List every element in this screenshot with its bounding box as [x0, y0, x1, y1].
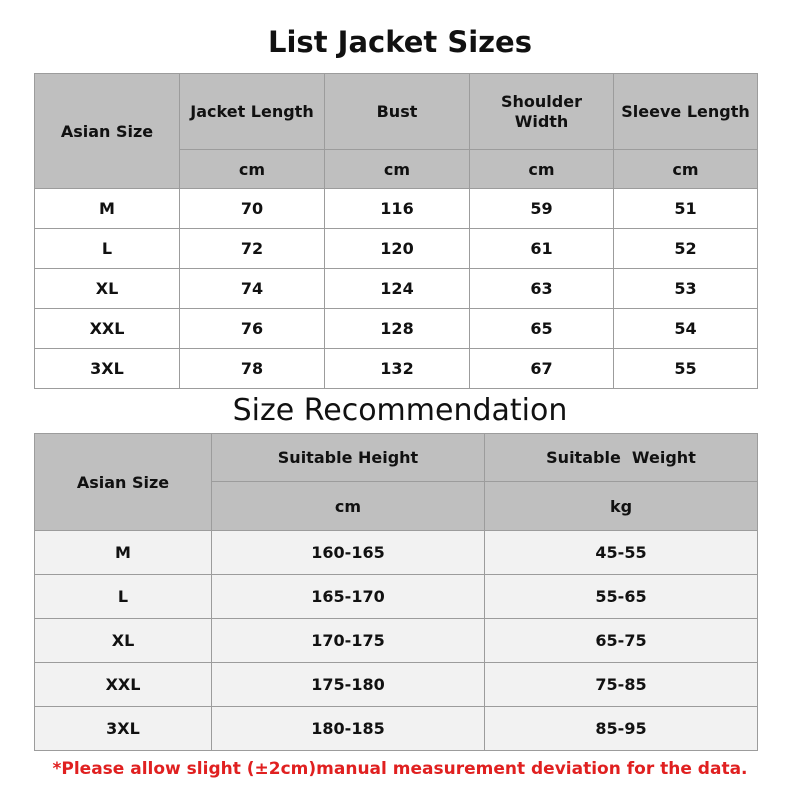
- weight-cell: 55-65: [485, 575, 758, 619]
- jacket-sizes-title: List Jacket Sizes: [268, 25, 532, 59]
- sleeve-length-cell: 51: [614, 189, 758, 229]
- bust-cell: 120: [325, 229, 470, 269]
- shoulder-width-cell: 67: [470, 349, 614, 389]
- suitable-height-header: Suitable Height: [212, 434, 485, 482]
- table-row: [35, 531, 758, 575]
- unit-cell: cm: [180, 150, 325, 189]
- size-recommendation-table: [34, 433, 758, 751]
- table-row: [35, 189, 758, 229]
- size-cell: 3XL: [35, 707, 212, 751]
- height-cell: 180-185: [212, 707, 485, 751]
- sleeve-length-cell: 53: [614, 269, 758, 309]
- shoulder-width-cell: 61: [470, 229, 614, 269]
- size-cell: XXL: [35, 663, 212, 707]
- unit-cell: cm: [470, 150, 614, 189]
- weight-cell: 85-95: [485, 707, 758, 751]
- size-cell: XL: [35, 619, 212, 663]
- jacket-length-cell: 72: [180, 229, 325, 269]
- unit-cell: cm: [212, 482, 485, 531]
- table-row: [35, 707, 758, 751]
- shoulder-width-label: Shoulder Width: [501, 91, 582, 131]
- unit-cell: cm: [614, 150, 758, 189]
- size-cell: M: [35, 531, 212, 575]
- weight-cell: 75-85: [485, 663, 758, 707]
- shoulder-width-cell: 63: [470, 269, 614, 309]
- suitable-weight-header: Suitable Weight: [485, 434, 758, 482]
- table-row: [35, 619, 758, 663]
- table-row: [35, 575, 758, 619]
- table-row: [35, 349, 758, 389]
- size-cell: XXL: [35, 309, 180, 349]
- height-cell: 160-165: [212, 531, 485, 575]
- measurement-deviation-note: *Please allow slight (±2cm)manual measurement deviation for the data.: [52, 759, 748, 779]
- sleeve-length-header: Sleeve Length: [614, 74, 758, 150]
- weight-cell: 65-75: [485, 619, 758, 663]
- bust-header: Bust: [325, 74, 470, 150]
- height-cell: 165-170: [212, 575, 485, 619]
- bust-cell: 132: [325, 349, 470, 389]
- jacket-length-cell: 76: [180, 309, 325, 349]
- size-cell: 3XL: [35, 349, 180, 389]
- shoulder-width-cell: 65: [470, 309, 614, 349]
- table-row: [35, 229, 758, 269]
- jacket-length-cell: 78: [180, 349, 325, 389]
- unit-cell: kg: [485, 482, 758, 531]
- table-header-row: [35, 74, 758, 150]
- bust-cell: 124: [325, 269, 470, 309]
- size-cell: L: [35, 229, 180, 269]
- jacket-size-table: [34, 73, 758, 389]
- table-header-row: [35, 434, 758, 482]
- sleeve-length-cell: 54: [614, 309, 758, 349]
- table-row: [35, 309, 758, 349]
- shoulder-width-cell: 59: [470, 189, 614, 229]
- asian-size-header: Asian Size: [35, 74, 180, 189]
- weight-cell: 45-55: [485, 531, 758, 575]
- size-cell: L: [35, 575, 212, 619]
- jacket-length-cell: 74: [180, 269, 325, 309]
- unit-cell: cm: [325, 150, 470, 189]
- size-cell: XL: [35, 269, 180, 309]
- sleeve-length-cell: 52: [614, 229, 758, 269]
- asian-size-header: Asian Size: [35, 434, 212, 531]
- jacket-length-cell: 70: [180, 189, 325, 229]
- height-cell: 175-180: [212, 663, 485, 707]
- size-cell: M: [35, 189, 180, 229]
- bust-cell: 128: [325, 309, 470, 349]
- height-cell: 170-175: [212, 619, 485, 663]
- bust-cell: 116: [325, 189, 470, 229]
- table-row: [35, 269, 758, 309]
- table-row: [35, 663, 758, 707]
- size-recommendation-title: Size Recommendation: [232, 393, 568, 428]
- shoulder-width-header: [470, 74, 614, 150]
- jacket-length-header: Jacket Length: [180, 74, 325, 150]
- sleeve-length-cell: 55: [614, 349, 758, 389]
